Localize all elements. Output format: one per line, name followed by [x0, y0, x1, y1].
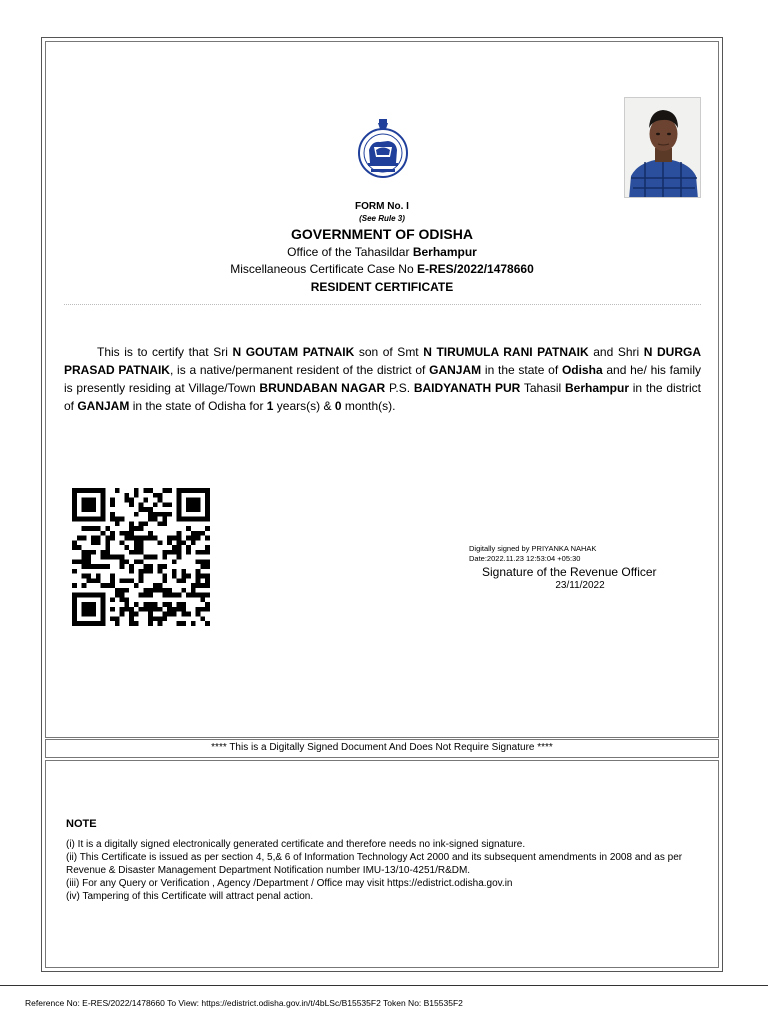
case-prefix: Miscellaneous Certificate Case No	[230, 262, 417, 276]
body-text: in the state of Odisha for	[129, 399, 267, 413]
signed-by: Digitally signed by PRIYANKA NAHAK	[469, 544, 597, 553]
case-line	[45, 262, 719, 276]
applicant-name: N GOUTAM PATNAIK	[232, 345, 355, 359]
state: Odisha	[561, 363, 603, 377]
applicant-photo	[624, 97, 701, 198]
office-prefix: Office of the Tahasildar	[287, 245, 413, 259]
digital-signature-stamp	[469, 544, 596, 564]
footer-divider	[0, 985, 768, 986]
body-text: and he/ his family is presently residing at Village/Town	[64, 363, 701, 395]
office-line	[45, 245, 719, 259]
header-divider	[64, 304, 701, 305]
case-number: E-RES/2022/1478660	[416, 262, 534, 276]
months: 0	[334, 399, 342, 413]
rule-reference: (See Rule 3)	[359, 214, 405, 223]
note-item: (iii) For any Query or Verification , Agency /Department / Office may visit https://edistrict.odisha.gov.in	[66, 878, 513, 889]
body-text: and Shri	[588, 345, 644, 359]
certificate-title: RESIDENT CERTIFICATE	[310, 280, 454, 294]
qr-modules	[72, 488, 210, 626]
certificate-body	[64, 343, 701, 415]
body-text: , is a native/permanent resident of the district of	[169, 363, 430, 377]
body-text: son of Smt	[354, 345, 424, 359]
signed-date: Date:2022.11.23 12:53:04 +05:30	[469, 554, 581, 563]
note-list	[66, 838, 706, 903]
district: GANJAM	[429, 363, 482, 377]
mother-name: N TIRUMULA RANI PATNAIK	[423, 345, 589, 359]
government-title: GOVERNMENT OF ODISHA	[290, 226, 473, 242]
tahasil: Berhampur	[564, 381, 629, 395]
district-2: GANJAM	[77, 399, 130, 413]
digital-signature-notice: **** This is a Digitally Signed Document And Does Not Require Signature ****	[211, 742, 553, 753]
body-text: month(s).	[341, 399, 396, 413]
note-heading: NOTE	[66, 818, 97, 830]
note-item: (ii) This Certificate is issued as per section 4, 5,& 6 of Information Technology Act 2000 and its subsequent amendments in 2008 and as per Revenue & Disaster Management Department Notification number IMU-13/10-4251/R&DM.	[66, 852, 683, 876]
note-item: (i) It is a digitally signed electronically generated certificate and therefore needs no ink-signed signature.	[66, 839, 526, 850]
footer-reference: Reference No: E-RES/2022/1478660 To View: https://edistrict.odisha.gov.in/t/4bLSc/B15535F2 Token No: B15535F2	[25, 998, 463, 1008]
years: 1	[266, 399, 274, 413]
body-text: in the state of	[481, 363, 562, 377]
body-text: in the district of	[64, 381, 702, 413]
body-text: P.S.	[385, 381, 414, 395]
father-name: N DURGA PRASAD PATNAIK	[64, 345, 701, 377]
odisha-emblem-icon	[356, 117, 410, 179]
body-text: This is to certify that Sri	[97, 345, 233, 359]
signature-date: 23/11/2022	[555, 580, 605, 591]
office-name: Berhampur	[412, 245, 477, 259]
village: BRUNDABAN NAGAR	[259, 381, 386, 395]
police-station: BAIDYANATH PUR	[413, 381, 521, 395]
body-text: years(s) &	[273, 399, 335, 413]
signature-title: Signature of the Revenue Officer	[482, 565, 657, 579]
form-number: FORM No. I	[355, 201, 409, 212]
note-item: (iv) Tampering of this Certificate will attract penal action.	[66, 891, 314, 902]
qr-code	[72, 486, 210, 628]
body-text: Tahasil	[520, 381, 565, 395]
